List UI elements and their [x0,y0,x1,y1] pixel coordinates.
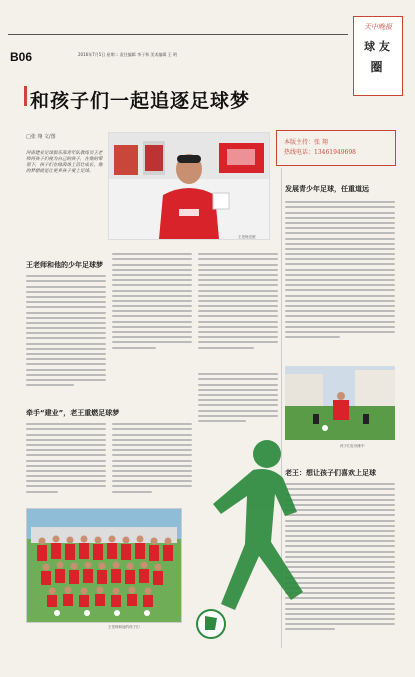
byline: □张 翔 文/图 [26,134,56,140]
page-code: B06 [10,50,33,64]
footballer-silhouette-graphic [175,432,325,652]
column-name-line1: 球 友 [364,40,390,53]
subhead-coach-dream: 王老师和他的少年足球梦 [26,261,103,269]
article-headline: 和孩子们一起追逐足球梦 [30,90,251,112]
header-rule [8,34,348,35]
column-host: 本版主持：张 翔 [284,139,328,146]
body-text-col6 [198,370,278,430]
newspaper-logo: 天中晚报 [364,23,392,31]
body-text-col1 [26,272,106,400]
team-photo [26,508,182,623]
body-text-right-top [285,198,395,358]
article-lead: 河南建业足球俱乐部青年队教练员王老师将孩子们视为自己的孩子，在他的带领下，孩子们在绿茵场上茁壮成长，他的梦想就是让更多孩子爱上足球。 [26,151,103,174]
body-text-col2 [112,250,192,362]
body-text-col3 [198,250,278,362]
coach-photo [108,132,270,240]
hotline-number: 热线电话：13461949698 [284,149,356,156]
dateline: 2016年7月5日 星期二 责任编辑 李子和 美术编辑 王 明 [78,52,177,57]
team-photo-caption: 王老师和他的孩子们 [108,625,140,629]
coach-photo-caption: 王老师近照 [238,235,256,239]
headline-accent-bar [24,86,27,106]
training-photo [285,366,395,440]
body-text-col4 [26,420,106,504]
column-name-line2: 圈 [370,60,384,74]
subhead-youth-development: 发展青少年足球，任重道远 [285,185,369,193]
subhead-love-football: 老王：想让孩子们喜欢上足球 [285,469,376,477]
subhead-join-jianye: 牵手“建业”，老王重燃足球梦 [26,409,120,417]
training-photo-caption: 孩子们在训练中 [340,444,365,448]
